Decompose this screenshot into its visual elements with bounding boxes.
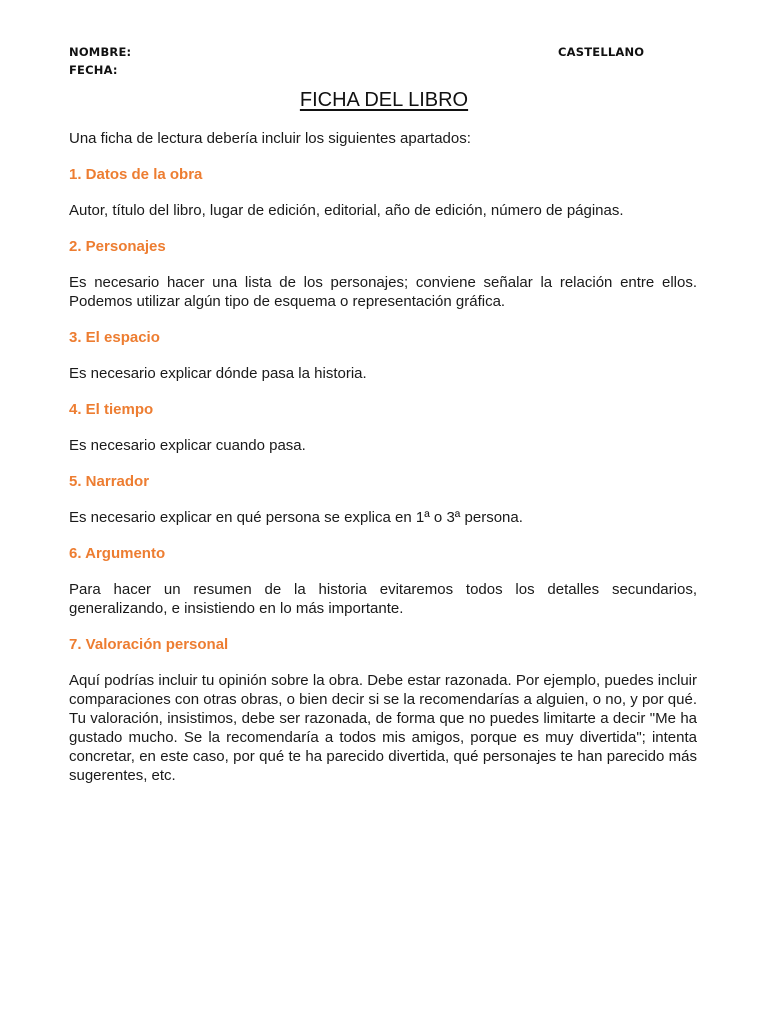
date-label: FECHA: [69, 63, 118, 77]
section-narrador [69, 472, 697, 527]
section-body: Es necesario explicar en qué persona se explica en 1ª o 3ª persona. [69, 509, 523, 526]
section-body: Es necesario hacer una lista de los personajes; conviene señalar la relación entre ellos. Podemos utilizar algún tipo de esquema o representación gráfica. [69, 274, 697, 310]
section-body: Autor, título del libro, lugar de edición, editorial, año de edición, número de páginas. [69, 202, 624, 219]
section-heading: 5. Narrador [69, 473, 150, 490]
subject-label: CASTELLANO [558, 45, 645, 59]
section-body: Para hacer un resumen de la historia evitaremos todos los detalles secundarios, generalizando, e insistiendo en lo más importante. [69, 581, 697, 617]
section-body: Es necesario explicar dónde pasa la historia. [69, 365, 367, 382]
section-tiempo [69, 400, 697, 455]
section-valoracion [69, 635, 697, 785]
section-heading: 6. Argumento [69, 545, 166, 562]
document-body [69, 129, 697, 785]
intro-paragraph: Una ficha de lectura debería incluir los siguientes apartados: [69, 130, 471, 147]
section-heading: 2. Personajes [69, 238, 166, 255]
section-body: Es necesario explicar cuando pasa. [69, 437, 306, 454]
section-body: Aquí podrías incluir tu opinión sobre la obra. Debe estar razonada. Por ejemplo, puedes incluir comparaciones con otras obras, o bien decir si se la recomendarías a alguien, o no, y por qué. Tu valoración, insistimos, debe ser razonada, de forma que no puedes limitarte a decir "Me ha gustado mucho. Se la recomendaría a todos mis amigos, porque es muy divertida"; intenta concretar, en este caso, por qué te ha parecido divertida, qué personajes te han parecido más sugerentes, etc. [69, 672, 697, 784]
section-espacio [69, 328, 697, 383]
section-heading: 1. Datos de la obra [69, 166, 203, 183]
section-personajes [69, 237, 697, 311]
name-label: NOMBRE: [69, 45, 132, 59]
page-title: FICHA DEL LIBRO [299, 89, 469, 111]
section-datos-obra [69, 165, 697, 220]
section-heading: 3. El espacio [69, 329, 160, 346]
section-argumento [69, 544, 697, 618]
section-heading: 7. Valoración personal [69, 636, 229, 653]
section-heading: 4. El tiempo [69, 401, 154, 418]
